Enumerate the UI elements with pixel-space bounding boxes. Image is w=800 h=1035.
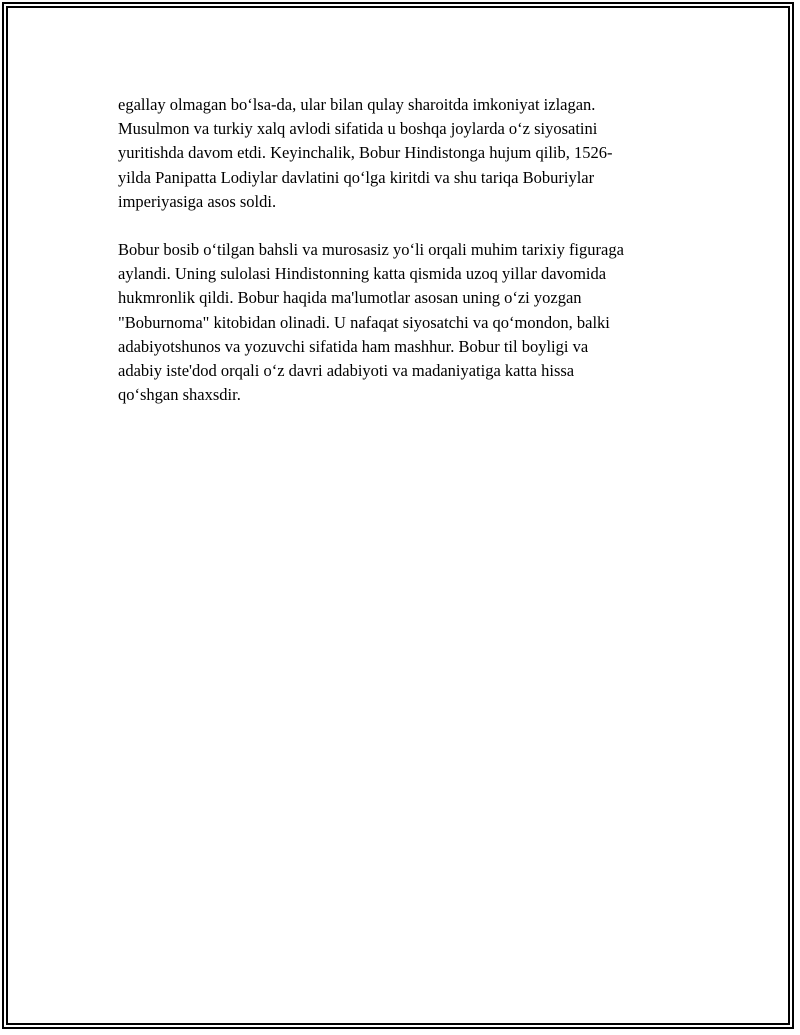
text-line: adabiyotshunos va yozuvchi sifatida ham mashhur. Bobur til boyligi va [118,336,589,356]
document-body [118,93,698,431]
text-line: qo‘shgan shaxsdir. [118,385,241,405]
text-line: yuritishda davom etdi. Keyinchalik, Bobur Hindistonga hujum qilib, 1526- [118,143,613,163]
text-line: adabiy iste'dod orqali o‘z davri adabiyoti va madaniyatiga katta hissa [118,361,575,381]
text-line: yilda Panipatta Lodiylar davlatini qo‘lga kiritdi va shu tariqa Boburiylar [118,167,595,187]
text-line: Bobur bosib o‘tilgan bahsli va murosasiz yo‘li orqali muhim tarixiy figuraga [118,240,624,260]
text-line: imperiyasiga asos soldi. [118,191,277,211]
paragraph-1 [118,93,698,214]
text-line: aylandi. Uning sulolasi Hindistonning katta qismida uzoq yillar davomida [118,264,607,284]
text-line: "Boburnoma" kitobidan olinadi. U nafaqat siyosatchi va qo‘mondon, balki [118,312,610,332]
text-line: Musulmon va turkiy xalq avlodi sifatida u boshqa joylarda o‘z siyosatini [118,119,598,139]
text-line: egallay olmagan bo‘lsa-da, ular bilan qulay sharoitda imkoniyat izlagan. [118,95,596,114]
text-line: hukmronlik qildi. Bobur haqida ma'lumotlar asosan uning o‘zi yozgan [118,288,582,308]
paragraph-2 [118,238,698,407]
